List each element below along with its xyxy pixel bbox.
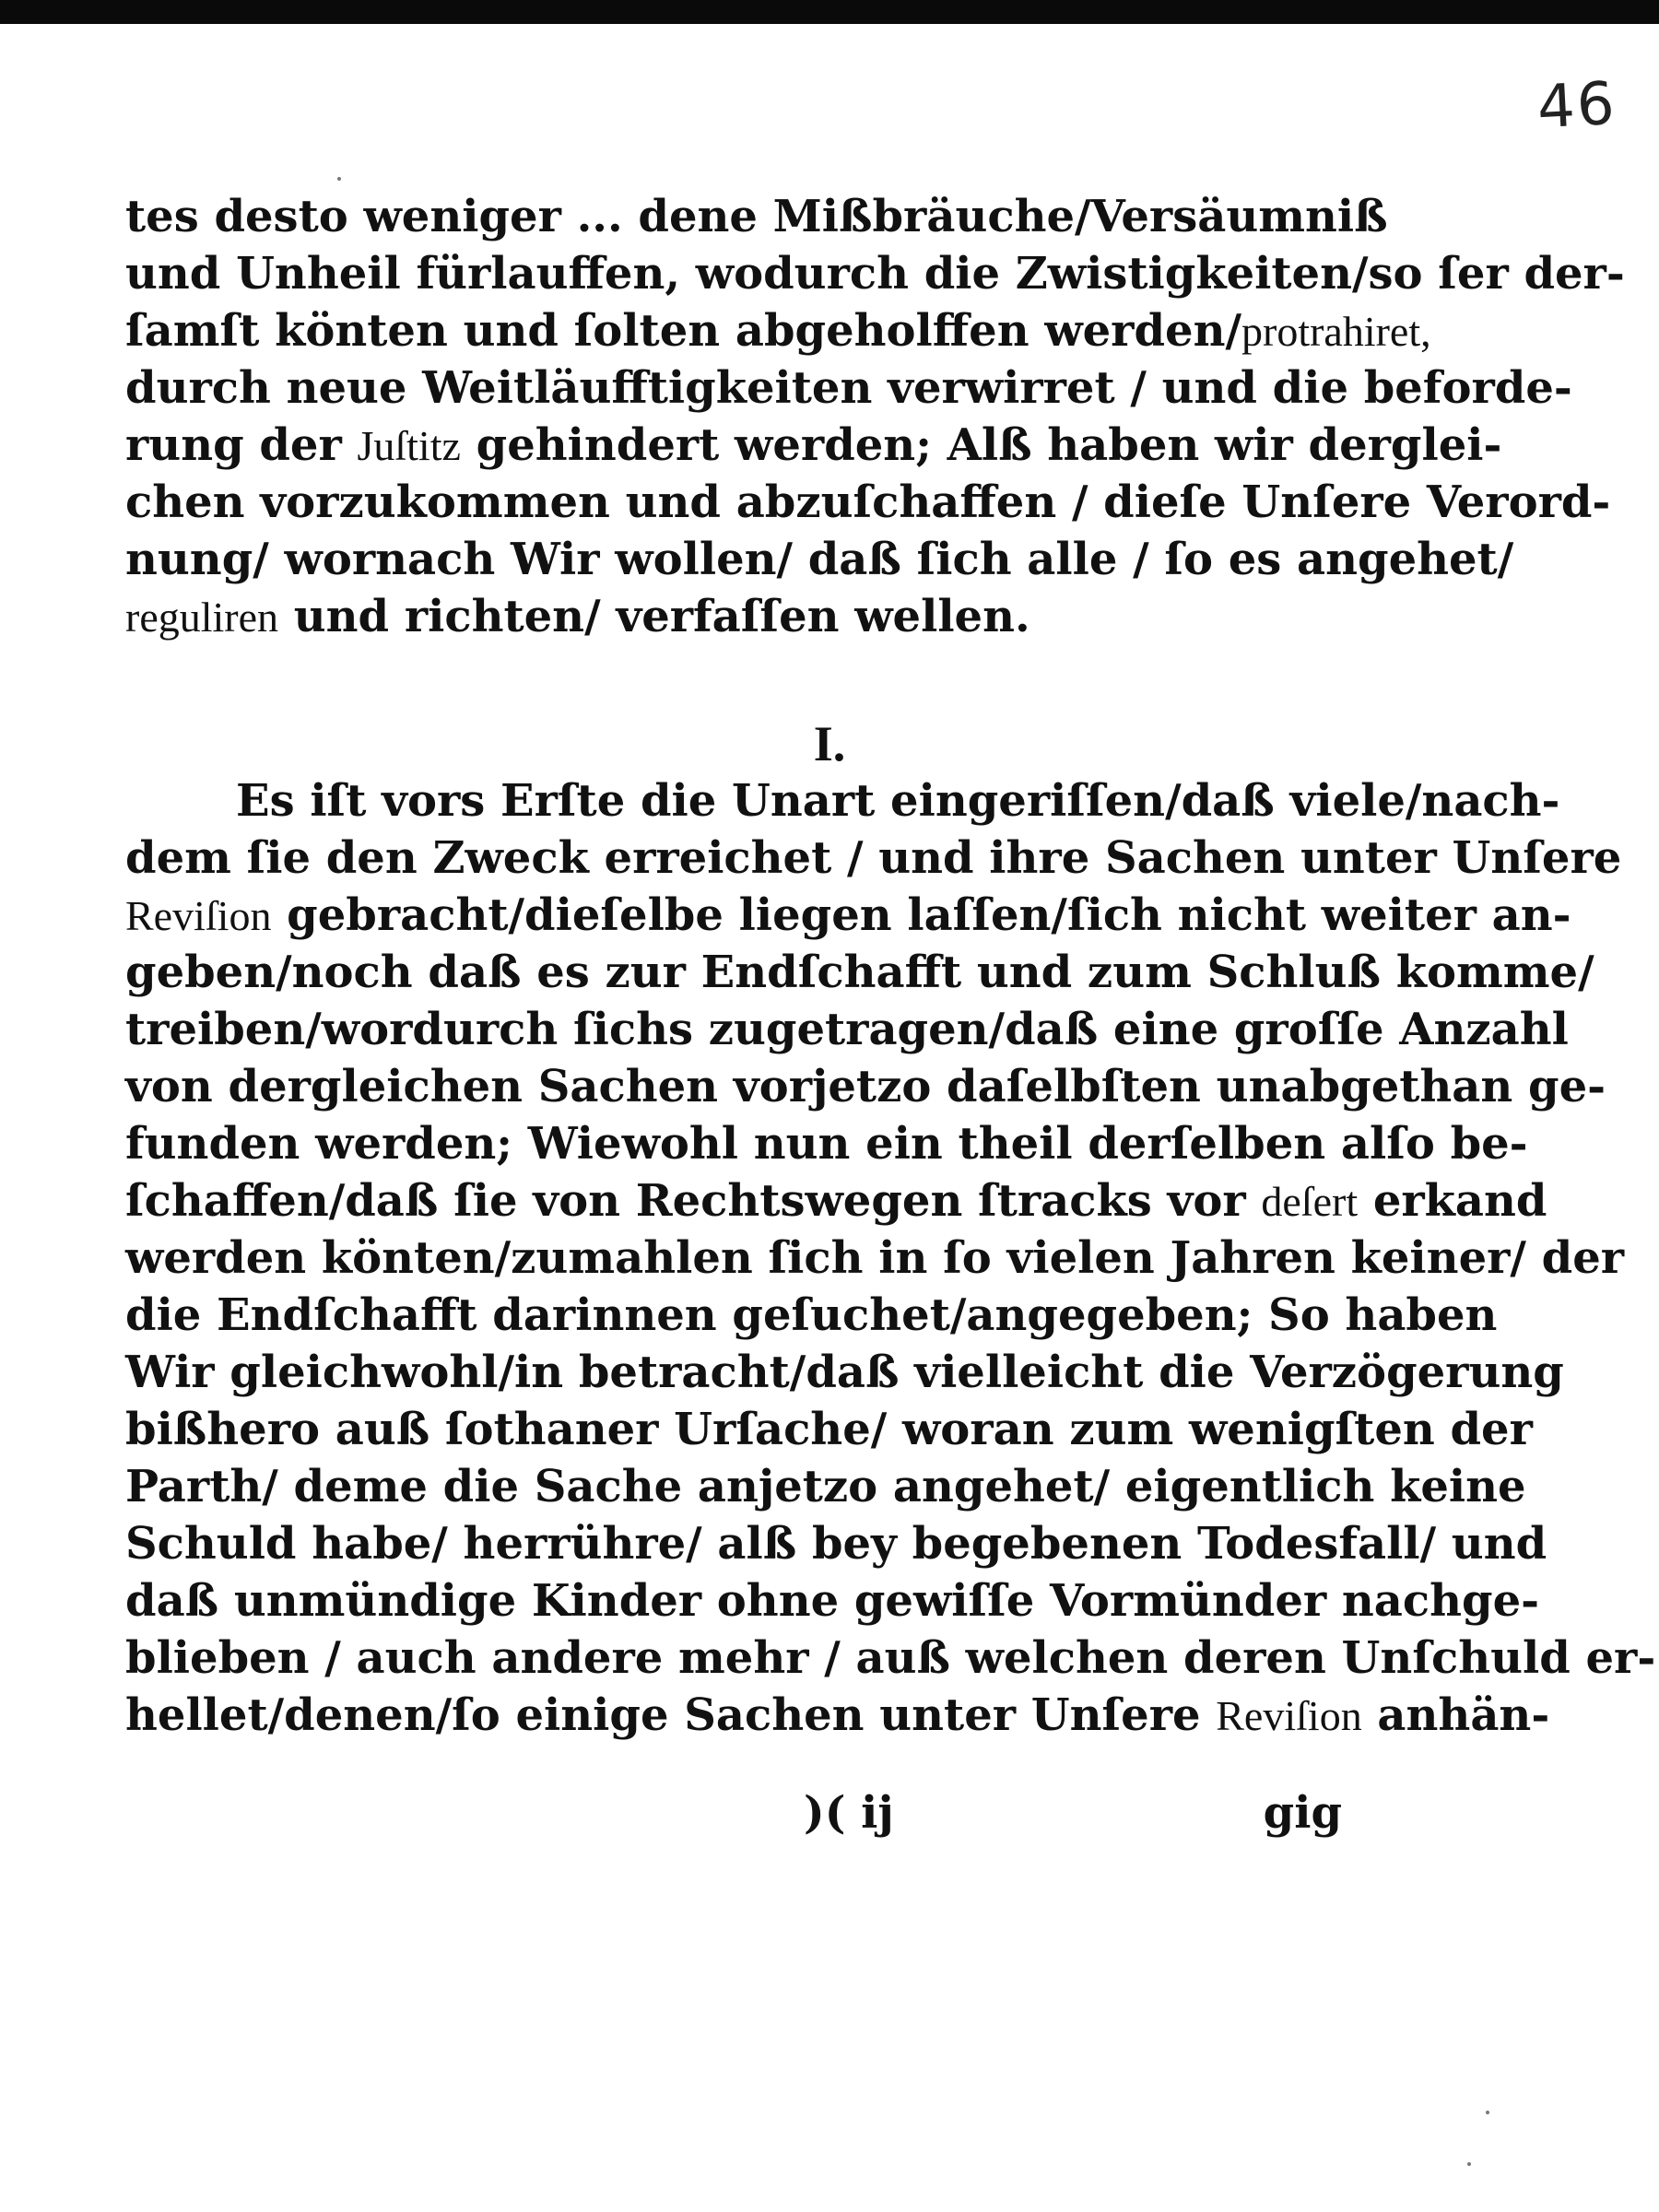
catchword: gig [1263,1787,1342,1839]
text-line: werden könten/zumahlen ſich in ſo vielen Jahren keiner/ der [125,1232,1625,1284]
text-line: Parth/ deme die Sache anjetzo angehet/ eigentlich keine [125,1461,1526,1512]
text-line: daß unmündige Kinder ohne gewiſſe Vormünder nachge- [125,1575,1540,1627]
folio-number: 46 [1535,69,1618,143]
latin-word: Reviſion [1216,1692,1362,1739]
latin-word: protrahiret, [1241,308,1431,355]
text-segment: gebracht/dieſelbe liegen laſſen/ſich nicht weiter an- [271,889,1571,941]
text-line [125,417,1502,474]
text-line: von dergleichen Sachen vorjetzo daſelbſten unabgethan ge- [125,1061,1606,1112]
intro-paragraph [125,188,1625,645]
text-segment: erkand [1358,1175,1547,1227]
text-line [125,887,1571,944]
footer-catchline [125,1784,1342,1841]
section-number: I. [813,716,846,771]
scan-speck [1486,2111,1489,2114]
text-line: Es iſt vors Erſte die Unart eingeriſſen/daß viele/nach- [236,775,1560,827]
text-line [125,1687,1550,1744]
text-line: durch neue Weitläufftigkeiten verwirret / und die beforde- [125,362,1572,414]
text-line: Wir gleichwohl/in betracht/daß vielleicht die Verzögerung [125,1347,1564,1398]
text-segment: gehindert werden; Alß haben wir derglei- [460,419,1502,471]
text-line: funden werden; Wiewohl nun ein theil derſelben alſo be- [125,1118,1528,1170]
text-line [125,588,1342,645]
text-line: tes desto weniger ... dene Mißbräuche/Versäumniß [125,191,1388,242]
text-segment: anhän- [1361,1689,1550,1741]
signature-mark: )( ij [804,1787,894,1839]
text-line: dem ſie den Zweck erreichet / und ihre Sachen unter Unſere [125,832,1622,884]
text-line [125,302,1431,359]
text-line: geben/noch daß es zur Endſchafft und zum Schluß komme/ [125,947,1594,998]
text-line: treiben/wordurch ſichs zugetragen/daß eine groſſe Anzahl [125,1004,1569,1055]
text-line: und Unheil fürlauffen, wodurch die Zwistigkeiten/so ſer der- [125,248,1625,300]
scan-edge-shadow [0,0,1659,24]
scan-speck [1467,2162,1471,2166]
text-segment: ſamſt könten und ſolten abgeholffen werden/ [125,305,1241,357]
text-segment: ſchaffen/daß ſie von Rechtswegen ſtracks vor [125,1175,1262,1227]
text-line: die Endſchafft darinnen geſuchet/angegeben; So haben [125,1289,1498,1341]
latin-word: deſert [1261,1178,1359,1225]
latin-word: Juſtitz [357,422,461,469]
text-segment: hellet/denen/ſo einige Sachen unter Unſere [125,1689,1217,1741]
text-segment: und richten/ verfaſſen wellen. [278,591,1030,642]
latin-word: reguliren [125,594,279,641]
section-paragraph [125,772,1656,1744]
text-line: chen vorzukommen und abzuſchaffen / dieſe Unſere Verord- [125,477,1611,528]
latin-word: Reviſion [125,892,272,939]
text-line [125,1172,1547,1230]
text-line: nung/ wornach Wir wollen/ daß ſich alle / ſo es angehet/ [125,534,1514,585]
text-segment: rung der [125,419,358,471]
scan-speck [337,177,341,181]
text-line: Schuld habe/ herrühre/ alß bey begebenen Todesfall/ und [125,1518,1547,1570]
text-line: bißhero auß ſothaner Urſache/ woran zum wenigſten der [125,1404,1533,1455]
text-line: blieben / auch andere mehr / auß welchen deren Unſchuld er- [125,1632,1656,1684]
